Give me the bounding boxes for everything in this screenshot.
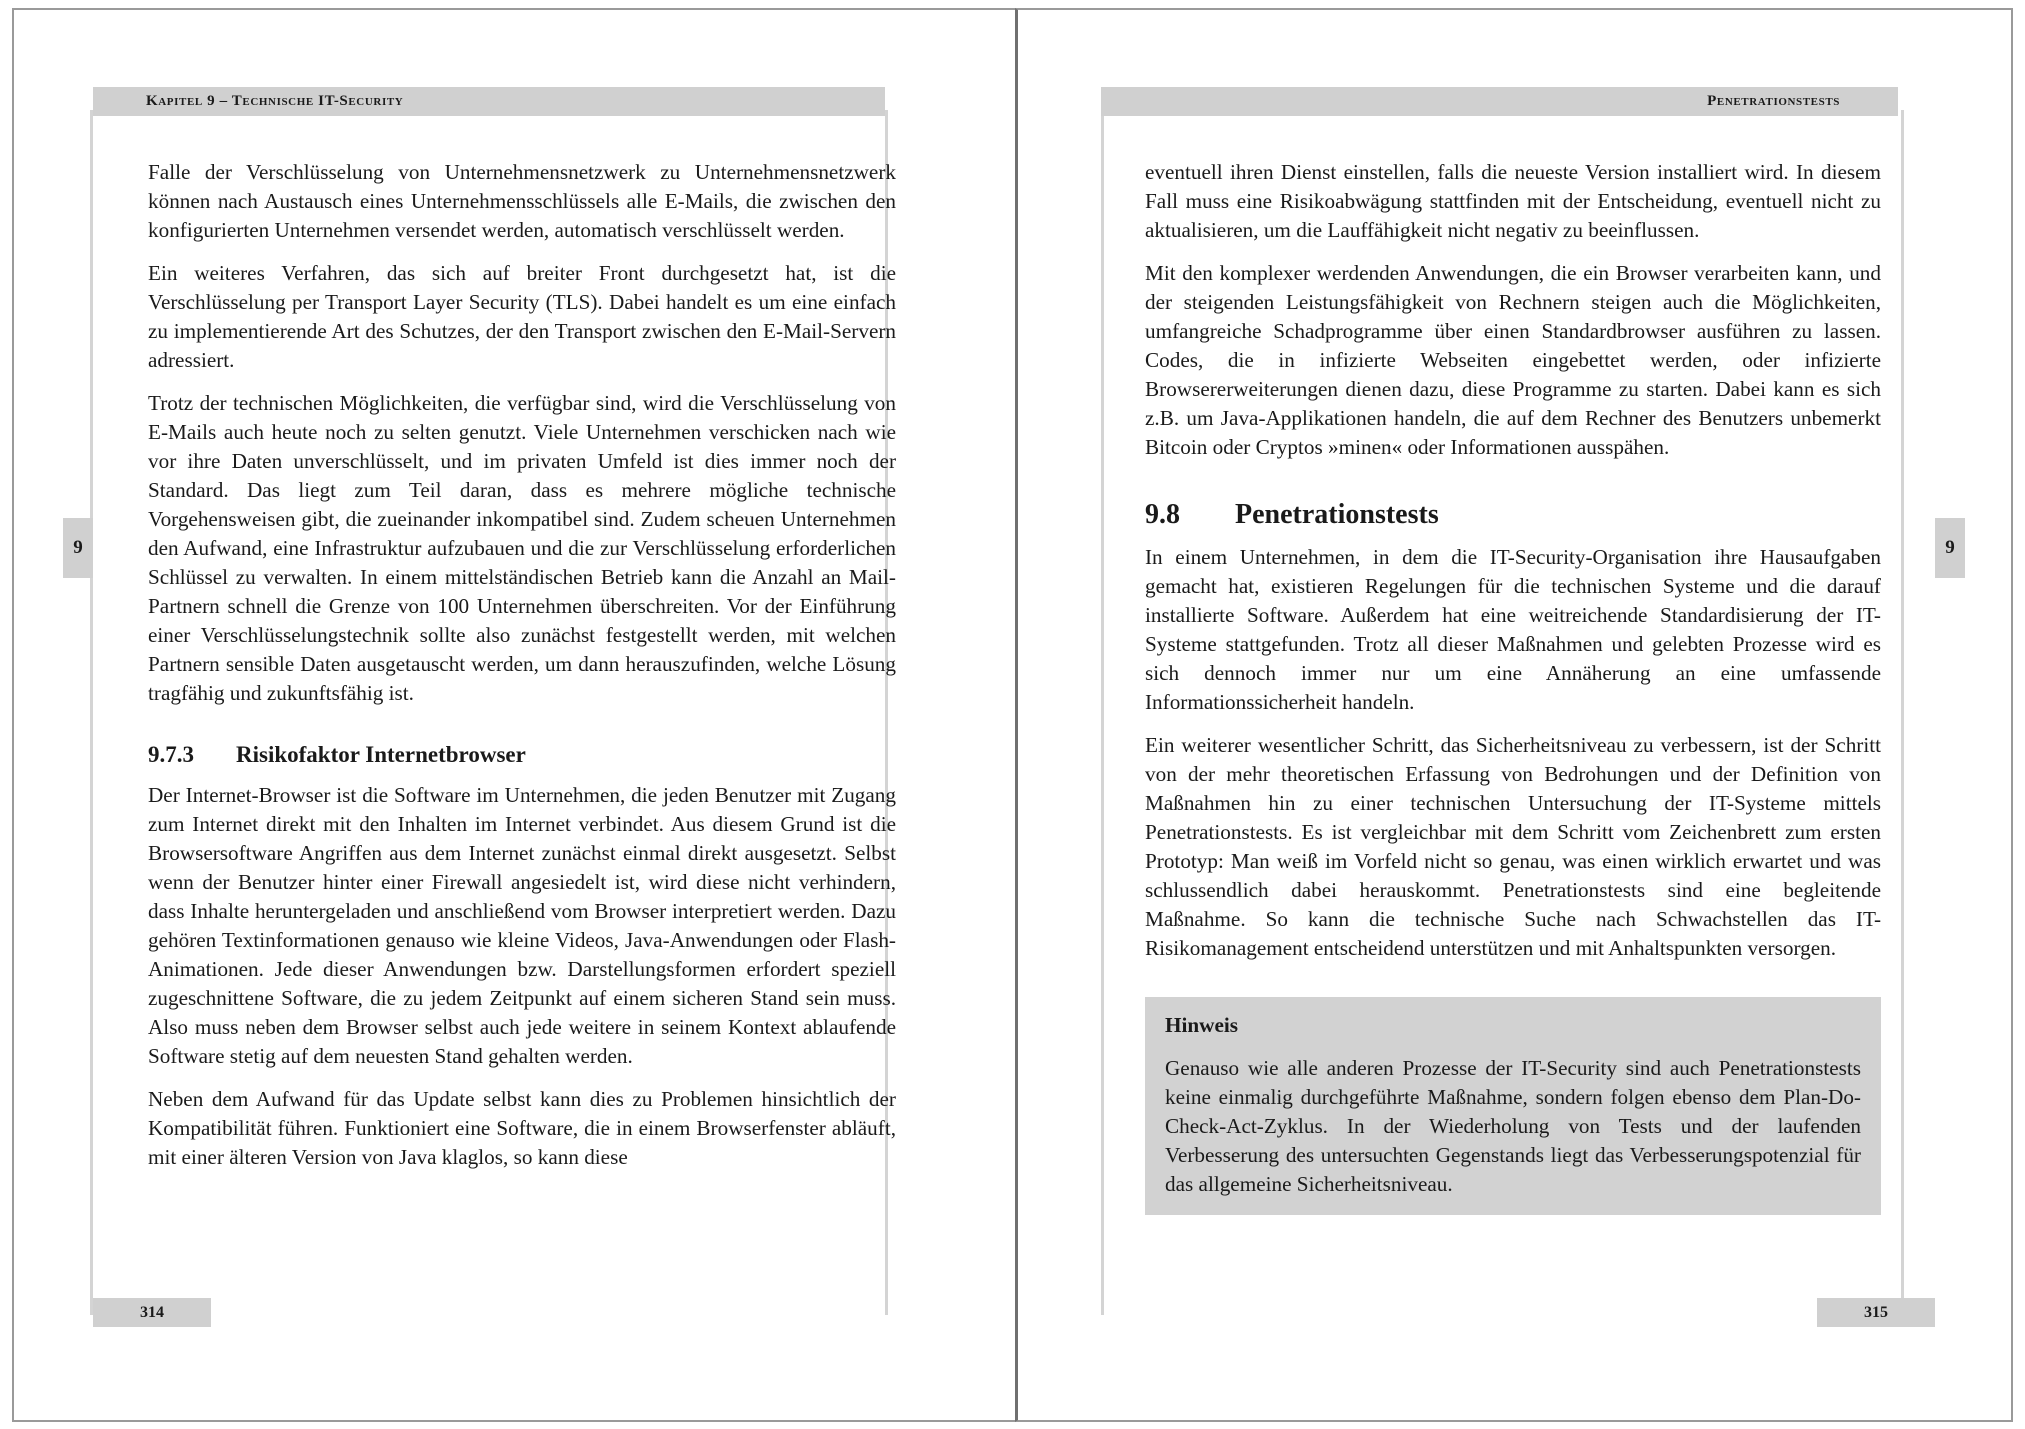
section-title: Penetrationstests [1235,499,1439,530]
chapter-thumb-tab-left: 9 [63,518,93,578]
right-body-text [1145,158,1881,1215]
section-heading-9-7-3 [148,740,896,769]
running-header-right: Penetrationstests [1101,87,1898,116]
section-heading-9-8 [1145,500,1881,529]
section-number: 9.7.3 [148,742,194,767]
note-box [1145,997,1881,1215]
paragraph: In einem Unternehmen, in dem die IT-Security-Organisation ihre Hausaufgaben gemacht hat, existieren Regelungen für die technischen Systeme und die darauf installierte Software. Außerdem hat eine weitreichende Standardisierung der IT-Systeme stattgefunden. Trotz all dieser Maßnahmen und gelebten Prozesse wird es sich dennoch immer nur um eine Annäherung an eine umfassende Informationssicherheit handeln. [1145,545,1881,714]
chapter-thumb-tab-right: 9 [1935,518,1965,578]
paragraph: eventuell ihren Dienst einstellen, falls die neueste Version installiert wird. In diesem Fall muss eine Risikoabwägung stattfinden mit der Entscheidung, eventuell nicht zu aktualisieren, um die Lauffähigkeit nicht negativ zu beeinflussen. [1145,160,1881,242]
left-page [12,8,1015,1422]
page-number-left: 314 [93,1298,211,1327]
paragraph: Falle der Verschlüsselung von Unternehmensnetzwerk zu Unternehmensnetzwerk können nach Austausch eines Unternehmensschlüssels alle E-Mails, die zwischen den konfigurierten Unternehmen versendet werden, automatisch verschlüsselt werden. [148,160,896,242]
section-number: 9.8 [1145,499,1180,530]
paragraph: Der Internet-Browser ist die Software im Unternehmen, die jeden Benutzer mit Zugang zum Internet direkt mit den Inhalten im Internet verbindet. Aus diesem Grund ist die Browsersoftware Angriffen aus dem Internet zunächst einmal direkt ausgesetzt. Selbst wenn der Benutzer hinter einer Firewall angesiedelt ist, wird diese nicht verhindern, dass Inhalte heruntergeladen und anschließend vom Browser interpretiert werden. Dazu gehören Textinformationen genauso wie kleine Videos, Java-Anwendungen oder Flash-Animationen. Jede dieser Anwendungen bzw. Darstellungsformen erfordert speziell zugeschnittene Software, die zu jedem Zeitpunkt auf einem sicheren Stand sein muss. Also muss neben dem Browser selbst auch jede weitere in seinem Kontext ablaufende Software stetig auf dem neuesten Stand gehalten werden. [148,783,896,1068]
left-body-text [148,158,896,1186]
note-text: Genauso wie alle anderen Prozesse der IT-Security sind auch Penetrationstests keine einmalig durchgeführte Maßnahme, sondern folgen ebenso dem Plan-Do-Check-Act-Zyklus. In der Wiederholung von Tests und der laufenden Verbesserung des untersuchten Gegenstands liegt das Verbesserungspotenzial für das allgemeine Sicherheitsniveau. [1165,1056,1861,1196]
section-title: Risikofaktor Internetbrowser [236,742,526,767]
page-number-right: 315 [1817,1298,1935,1327]
paragraph: Ein weiterer wesentlicher Schritt, das Sicherheitsniveau zu verbessern, ist der Schritt von der mehr theoretischen Erfassung von Bedrohungen und der Definition von Maßnahmen hin zu einer technischen Untersuchung der IT-Systeme mittels Penetrationstests. Es ist vergleichbar mit dem Schritt vom Zeichenbrett zum ersten Prototyp: Man weiß im Vorfeld nicht so genau, was einen wirklich erwartet und was schlussendlich dabei herauskommt. Penetrationstests sind eine begleitende Maßnahme. So kann die technische Suche nach Schwachstellen das IT-Risikomanagement entscheidend unterstützen und mit Anhaltspunkten versorgen. [1145,733,1881,960]
running-header-left: Kapitel 9 – Technische IT-Security [93,87,885,116]
note-title: Hinweis [1165,1013,1238,1037]
right-page [1015,8,2013,1422]
paragraph: Mit den komplexer werdenden Anwendungen, die ein Browser verarbeiten kann, und der steigenden Leistungsfähigkeit von Rechnern steigen auch die Möglichkeiten, umfangreiche Schadprogramme über einen Standardbrowser ausführen zu lassen. Codes, die in infizierte Webseiten eingebettet werden, oder infizierte Browsererweiterungen dienen dazu, diese Programme zu starten. Dabei kann es sich z.B. um Java-Applikationen handeln, die auf dem Rechner des Benutzers unbemerkt Bitcoin oder Cryptos »minen« oder Informationen ausspähen. [1145,261,1881,459]
paragraph: Ein weiteres Verfahren, das sich auf breiter Front durchgesetzt hat, ist die Verschlüsselung per Transport Layer Security (TLS). Dabei handelt es um eine einfach zu implementierende Art des Schutzes, der den Transport zwischen den E-Mail-Servern adressiert. [148,261,896,372]
paragraph: Neben dem Aufwand für das Update selbst kann dies zu Problemen hinsichtlich der Kompatibilität führen. Funktioniert eine Software, die in einem Browserfenster abläuft, mit einer älteren Version von Java klaglos, so kann diese [148,1087,896,1169]
paragraph: Trotz der technischen Möglichkeiten, die verfügbar sind, wird die Verschlüsselung von E-Mails auch heute noch zu selten genutzt. Viele Unternehmen verschicken nach wie vor ihre Daten unverschlüsselt, und im privaten Umfeld ist dies immer noch der Standard. Das liegt zum Teil daran, dass es mehrere mögliche technische Vorgehensweisen gibt, die zueinander inkompatibel sind. Zudem scheuen Unternehmen den Aufwand, eine Infrastruktur aufzubauen und die zur Verschlüsselung erforderlichen Schlüssel zu verwalten. In einem mittelständischen Betrieb kann die Anzahl an Mail-Partnern schnell die Grenze von 100 Unternehmen überschreiten. Vor der Einführung einer Verschlüsselungstechnik sollte also zunächst festgestellt werden, mit welchen Partnern sensible Daten ausgetauscht werden, um dann herauszufinden, welche Lösung tragfähig und zukunftsfähig ist. [148,391,896,705]
